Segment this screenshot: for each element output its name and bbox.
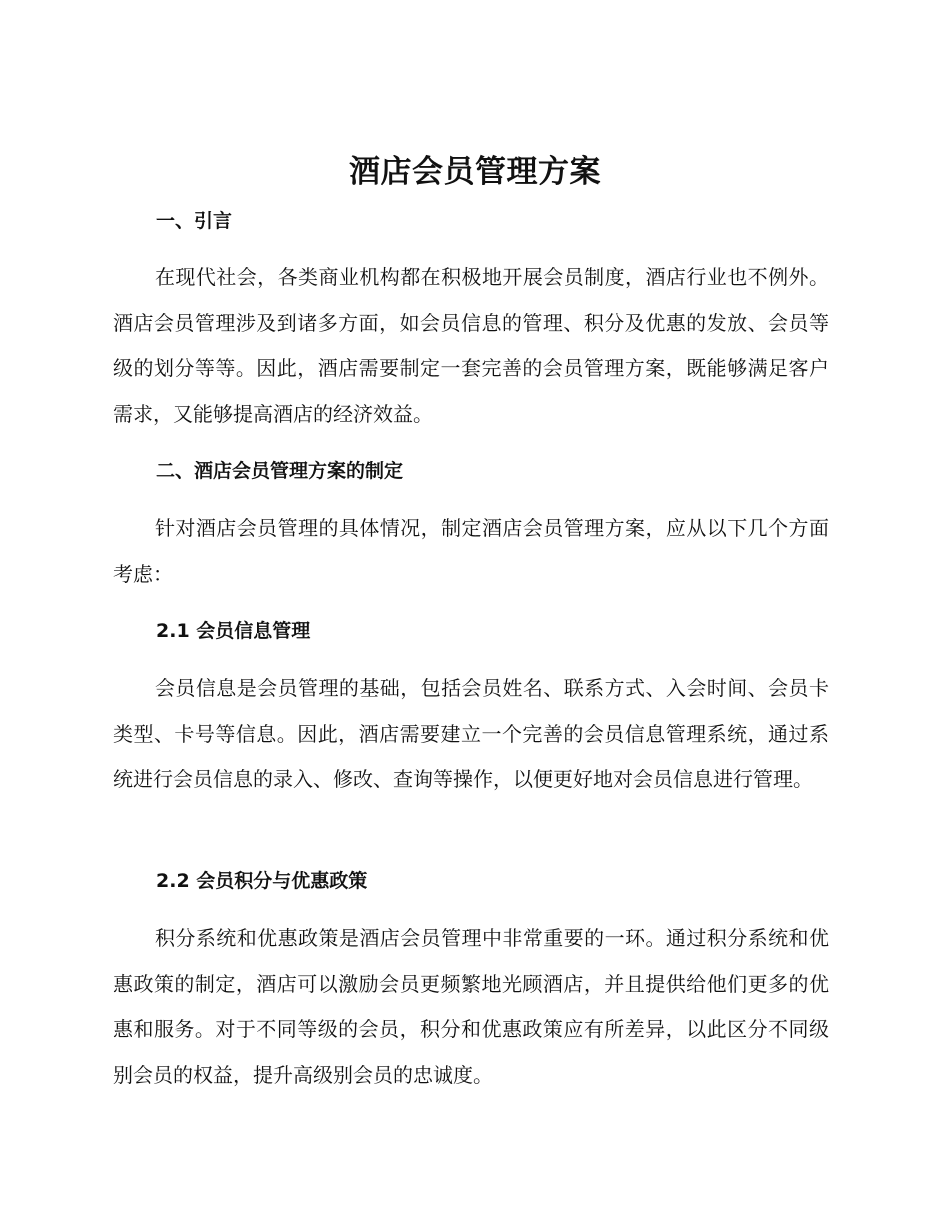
document-title: 酒店会员管理方案 xyxy=(349,154,601,190)
section-heading-points-policy: 2.2 会员积分与优惠政策 xyxy=(156,870,368,892)
section-heading-member-info: 2.1 会员信息管理 xyxy=(156,620,311,642)
section-heading-introduction: 一、引言 xyxy=(156,210,233,232)
section-heading-plan: 二、酒店会员管理方案的制定 xyxy=(156,460,404,482)
section-paragraph-plan: 针对酒店会员管理的具体情况，制定酒店会员管理方案，应从以下几个方面考虑： xyxy=(113,516,829,586)
section-paragraph-introduction: 在现代社会，各类商业机构都在积极地开展会员制度，酒店行业也不例外。酒店会员管理涉及到诸多方面，如会员信息的管理、积分及优惠的发放、会员等级的划分等等。因此，酒店需要制定一套完善的会员管理方案，既能够满足客户需求，又能够提高酒店的经济效益。 xyxy=(113,265,829,426)
section-paragraph-points-policy: 积分系统和优惠政策是酒店会员管理中非常重要的一环。通过积分系统和优惠政策的制定，酒店可以激励会员更频繁地光顾酒店，并且提供给他们更多的优惠和服务。对于不同等级的会员，积分和优惠政策应有所差异，以此区分不同级别会员的权益，提升高级别会员的忠诚度。 xyxy=(113,926,829,1087)
section-paragraph-member-info: 会员信息是会员管理的基础，包括会员姓名、联系方式、入会时间、会员卡类型、卡号等信息。因此，酒店需要建立一个完善的会员信息管理系统，通过系统进行会员信息的录入、修改、查询等操作，以便更好地对会员信息进行管理。 xyxy=(113,676,829,791)
